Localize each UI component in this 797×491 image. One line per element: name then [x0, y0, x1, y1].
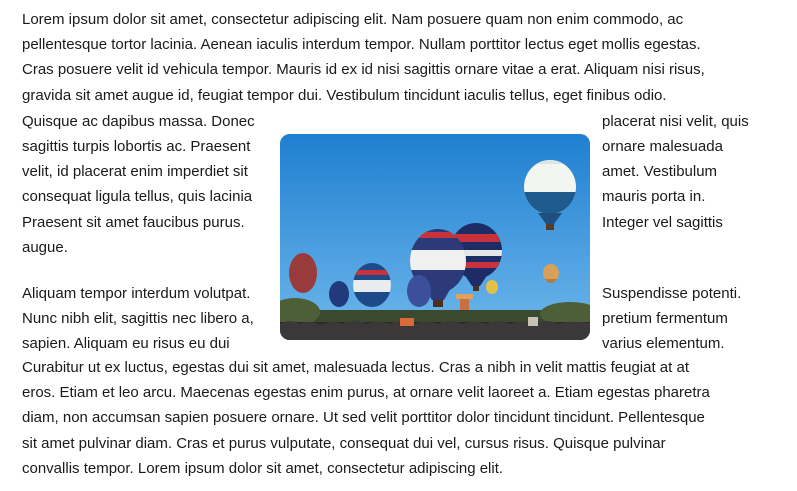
paragraph-line: Integer vel sagittis [602, 214, 723, 231]
paragraph-line: sapien. Aliquam eu risus eu dui [22, 335, 230, 352]
paragraph-line: Nunc nibh elit, sagittis nec libero a, [22, 310, 254, 327]
paragraph-line: Curabitur ut ex luctus, egestas dui sit amet, malesuada lectus. Cras a nibh in velit mattis feugiat at at [22, 359, 689, 376]
paragraph-line: sit amet pulvinar diam. Cras et purus vulputate, consequat dui vel, cursus risus. Quisque pulvinar [22, 435, 666, 452]
paragraph-line: pellentesque tortor lacinia. Aenean iaculis interdum tempor. Nullam porttitor lectus eget mollis egestas. [22, 36, 701, 53]
paragraph-line: diam, non accumsan sapien posuere ornare. Ut sed velit porttitor dolor tincidunt tincidunt. Pellentesque [22, 409, 705, 426]
paragraph-line: Quisque ac dapibus massa. Donec [22, 113, 255, 130]
balloons-illustration [280, 134, 590, 340]
paragraph-line: augue. [22, 239, 68, 256]
paragraph-line: eros. Etiam et leo arcu. Maecenas egestas enim purus, at ornare velit laoreet a. Etiam egestas pharetra [22, 384, 710, 401]
paragraph-line: amet. Vestibulum [602, 163, 718, 180]
paragraph-line: pretium fermentum [602, 310, 728, 327]
paragraph-line: mauris porta in. [602, 188, 706, 205]
paragraph-line: Aliquam tempor interdum volutpat. [22, 285, 251, 302]
paragraph-line: Cras posuere velit id vehicula tempor. Mauris id ex id nisi sagittis ornare vitae a erat. Aliquam nisi risus, [22, 61, 705, 78]
paragraph-line: Lorem ipsum dolor sit amet, consectetur adipiscing elit. Nam posuere quam non enim commodo, ac [22, 11, 684, 28]
paragraph-line: Suspendisse potenti. [602, 285, 742, 302]
paragraph-line: sagittis turpis lobortis ac. Praesent [22, 138, 251, 155]
paragraph-line: convallis tempor. Lorem ipsum dolor sit amet, consectetur adipiscing elit. [22, 460, 504, 477]
paragraph-line: placerat nisi velit, quis [602, 113, 749, 130]
paragraph-line: velit, id placerat enim imperdiet sit [22, 163, 248, 180]
paragraph-line: Praesent sit amet faucibus purus. [22, 214, 245, 231]
hot-air-balloons-photo [280, 134, 590, 340]
paragraph-line: ornare malesuada [602, 138, 723, 155]
paragraph-line: varius elementum. [602, 335, 725, 352]
paragraph-line: consequat ligula tellus, quis lacinia [22, 188, 253, 205]
paragraph-line: gravida sit amet augue id, feugiat tempor dui. Vestibulum tincidunt iaculis tellus, eget finibus odio. [22, 87, 667, 104]
